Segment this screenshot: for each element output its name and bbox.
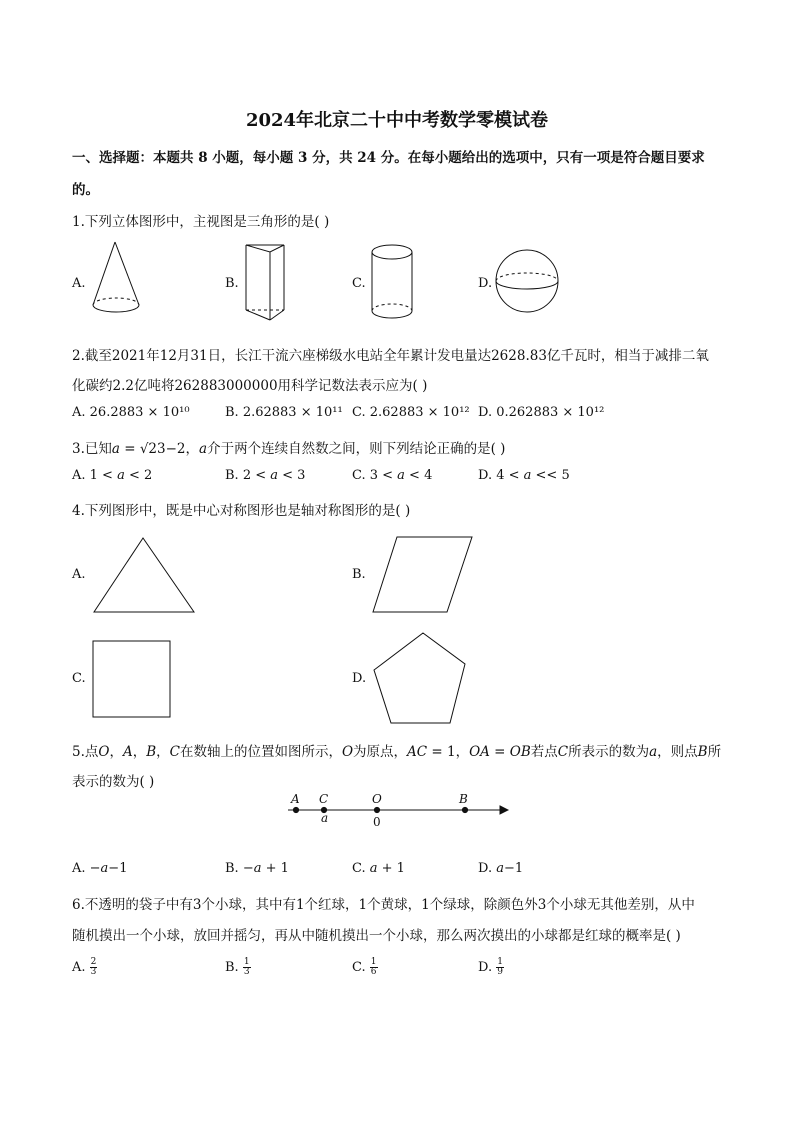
page-title: 2024年北京二十中中考数学零模试卷 — [245, 110, 549, 131]
q6-option-c-fraction — [370, 958, 378, 977]
fraction-numerator: 1 — [497, 957, 503, 967]
point-b-dot — [462, 807, 467, 812]
q1-option-c-label: C. — [352, 276, 366, 291]
q5-option-d: D. 𝑎−1 — [478, 861, 524, 876]
q6-stem-line1: 6.不透明的袋子中有3个小球，其中有1个红球，1个黄球，1个绿球，除颜色外3个小球无其他差别，从中 — [72, 897, 695, 913]
point-a-dot — [293, 807, 298, 812]
point-b-label: B — [459, 792, 468, 806]
fraction-denominator: 9 — [497, 967, 503, 977]
q1-option-d-label: D. — [478, 276, 493, 291]
q5-stem-line2: 表示的数为( ) — [72, 774, 155, 790]
q6-stem-line2: 随机摸出一个小球，放回并摇匀，再从中随机摸出一个小球，那么两次摸出的小球都是红球的概率是( ) — [72, 928, 681, 944]
triangular-prism-icon — [240, 240, 300, 325]
point-o-dot — [374, 807, 379, 812]
q2-option-d: D. 0.262883 × 10¹² — [478, 405, 605, 420]
q2-option-b: B. 2.62883 × 10¹¹ — [225, 405, 343, 420]
q6-option-d-label: D. — [478, 960, 493, 975]
q4-stem: 4.下列图形中，既是中心对称图形也是轴对称图形的是( ) — [72, 503, 411, 519]
triangle-icon — [92, 536, 198, 616]
q3-stem — [72, 437, 505, 457]
square-icon — [92, 640, 172, 718]
q3-option-c: C. 3 < 𝑎 < 4 — [352, 468, 433, 483]
q6-option-b-fraction — [243, 958, 251, 977]
q1-option-b-label: B. — [225, 276, 239, 291]
origin-zero-label: 0 — [373, 815, 381, 829]
point-o-label: O — [372, 792, 382, 806]
q3-option-d: D. 4 < 𝑎 << 5 — [478, 468, 570, 483]
q6-option-c — [352, 958, 378, 977]
q5-option-a: A. −𝑎−1 — [72, 861, 128, 876]
q6-option-a-fraction — [90, 958, 98, 977]
q6-option-a — [72, 958, 97, 977]
q6-option-c-label: C. — [352, 960, 366, 975]
point-a-label: A — [291, 792, 300, 806]
q3-stem-suffix: 介于两个连续自然数之间，则下列结论正确的是( ) — [207, 441, 506, 457]
section-header-line2: 的。 — [72, 182, 99, 198]
fraction-denominator: 3 — [90, 967, 97, 977]
q6-option-b-label: B. — [225, 960, 239, 975]
q2-option-c: C. 2.62883 × 10¹² — [352, 405, 470, 420]
q4-option-d-label: D. — [352, 671, 367, 686]
q6-option-d — [478, 958, 504, 977]
cone-icon — [90, 240, 150, 320]
q3-option-b: B. 2 < 𝑎 < 3 — [225, 468, 306, 483]
q2-stem-line2: 化碳约2.2亿吨将262883000000用科学记数法表示应为( ) — [72, 378, 428, 394]
section-header-line1: 一、选择题：本题共 8 小题，每小题 3 分，共 24 分。在每小题给出的选项中，只有一项是符合题目要求 — [72, 150, 705, 166]
q4-option-a-label: A. — [72, 567, 86, 582]
cylinder-icon — [370, 240, 420, 325]
pentagon-icon — [372, 632, 468, 726]
q1-stem: 1.下列立体图形中，主视图是三角形的是( ) — [72, 214, 330, 230]
q6-option-b — [225, 958, 251, 977]
sphere-icon — [495, 248, 565, 318]
fraction-numerator: 2 — [90, 957, 97, 967]
fraction-denominator: 6 — [370, 967, 377, 977]
q6-option-a-label: A. — [72, 960, 86, 975]
number-line-diagram — [280, 790, 510, 832]
q5-option-c: C. 𝑎 + 1 — [352, 861, 405, 876]
fraction-denominator: 3 — [243, 967, 250, 977]
q2-stem-line1: 2.截至2021年12月31日，长江干流六座梯级水电站全年累计发电量达2628.83亿千瓦时，相当于减排二氧 — [72, 348, 709, 364]
fraction-numerator: 1 — [243, 957, 250, 967]
point-c-label: C — [319, 792, 329, 806]
q4-option-c-label: C. — [72, 671, 86, 686]
q2-option-a: A. 26.2883 × 10¹⁰ — [72, 405, 190, 420]
q3-stem-expression: 𝑎 = √23−2，𝑎 — [111, 441, 208, 457]
q3-stem-prefix: 3.已知 — [72, 441, 112, 457]
parallelogram-icon — [372, 536, 474, 616]
q1-option-a-label: A. — [72, 276, 86, 291]
q4-option-b-label: B. — [352, 567, 366, 582]
fraction-numerator: 1 — [370, 957, 377, 967]
q3-option-a: A. 1 < 𝑎 < 2 — [72, 468, 153, 483]
point-c-value-label: a — [321, 811, 329, 825]
q5-option-b: B. −𝑎 + 1 — [225, 861, 289, 876]
q6-option-d-fraction — [496, 958, 504, 977]
q5-stem-line1: 5.点𝑂，𝐴，𝐵，𝐶在数轴上的位置如图所示，𝑂为原点，𝐴𝐶 = 1，𝑂𝐴 = 𝑂𝐵若点𝐶所表示的数为𝑎，则点𝐵所 — [72, 744, 722, 760]
